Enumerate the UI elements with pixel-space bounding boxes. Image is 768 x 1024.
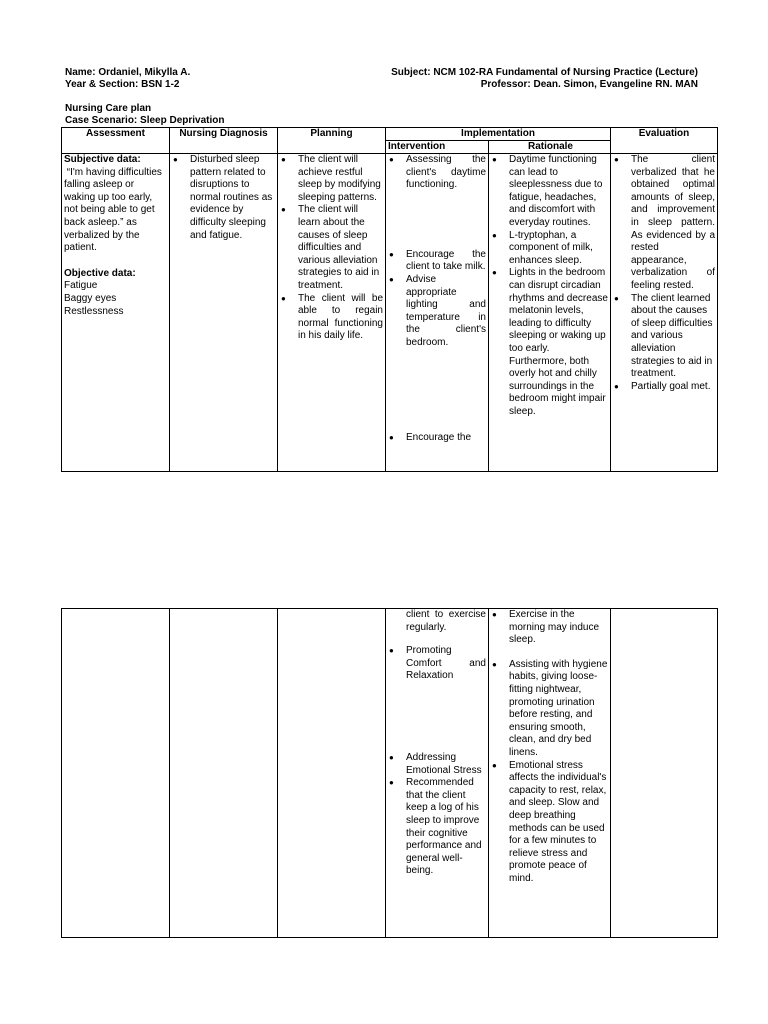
diagnosis-cell-continued xyxy=(170,609,278,938)
evaluation-cell-continued xyxy=(611,609,718,938)
diagnosis-item: ● Disturbed sleep pattern related to disruptions to normal routines as evidence by difficulty sleeping and fatigue. xyxy=(172,154,275,242)
evaluation-item: ● The client learned about the causes of sleep difficulties and various alleviation strategies to aid in treatment. xyxy=(613,293,715,381)
care-plan-table-page-2 xyxy=(61,608,718,938)
planning-cell xyxy=(278,154,386,472)
assessment-cell-continued xyxy=(62,609,170,938)
intervention-cell-continued xyxy=(386,609,489,938)
diagnosis-header: Nursing Diagnosis xyxy=(170,128,278,154)
intervention-item: ● Encourage the client to take milk. xyxy=(388,249,486,274)
objective-item: Restlessness xyxy=(64,305,124,317)
subjective-data-label: Subjective data: xyxy=(64,154,141,165)
rationale-item: ● Lights in the bedroom can disrupt circadian rhythms and decrease melatonin levels, leading to difficulty sleeping or waking up too early. Furthermore, both overly hot and chilly surroundings in the bedroom might impair sleep. xyxy=(491,267,608,418)
intervention-item: ● Recommended that the client keep a log of his sleep to improve their cognitive performance and general well-being. xyxy=(388,777,486,878)
planning-cell-continued xyxy=(278,609,386,938)
intervention-cell xyxy=(386,154,489,472)
intervention-item: ● Assessing the client's daytime functioning. xyxy=(388,154,486,192)
document-type: Nursing Care plan xyxy=(65,103,152,114)
assessment-cell xyxy=(62,154,170,472)
case-scenario: Case Scenario: Sleep Deprivation xyxy=(65,115,225,126)
intervention-item: ● Advise appropriate lighting and temperature in the client's bedroom. xyxy=(388,274,486,350)
subjective-data-text: “I'm having difficulties falling asleep or waking up too early, not being able to get back asleep.” as verbalized by the patient. xyxy=(64,166,165,254)
rationale-item: ● Exercise in the morning may induce sleep. xyxy=(491,609,608,647)
subject-line: Subject: NCM 102-RA Fundamental of Nursing Practice (Lecture) xyxy=(391,67,698,78)
diagnosis-cell xyxy=(170,154,278,472)
intervention-continuation: client to exercise regularly. xyxy=(406,609,486,633)
evaluation-item: ● Partially goal met. xyxy=(613,381,715,394)
planning-header: Planning xyxy=(278,128,386,154)
assessment-header: Assessment xyxy=(62,128,170,154)
rationale-cell xyxy=(489,154,611,472)
intervention-item: ● Encourage the xyxy=(388,432,486,445)
student-name: Name: Ordaniel, Mikylla A. xyxy=(65,67,191,78)
planning-item: ● The client will be able to regain normal functioning in his daily life. xyxy=(280,293,383,343)
objective-item: Baggy eyes xyxy=(64,292,117,304)
rationale-header: Rationale xyxy=(489,141,611,154)
planning-item: ● The client will learn about the causes of sleep difficulties and various alleviation strategies to aid in treatment. xyxy=(280,204,383,292)
professor-line: Professor: Dean. Simon, Evangeline RN. MAN xyxy=(480,79,698,90)
intervention-item: ● Addressing Emotional Stress xyxy=(388,752,486,777)
evaluation-header: Evaluation xyxy=(611,128,718,154)
intervention-header: Intervention xyxy=(386,141,489,154)
rationale-item: ● Daytime functioning can lead to sleeplessness due to fatigue, headaches, and discomfort with everyday routines. xyxy=(491,154,608,230)
evaluation-cell xyxy=(611,154,718,472)
objective-data-label: Objective data: xyxy=(64,267,136,279)
year-section: Year & Section: BSN 1-2 xyxy=(65,79,180,90)
intervention-item: ● Promoting Comfort and Relaxation xyxy=(388,645,486,683)
rationale-cell-continued xyxy=(489,609,611,938)
rationale-item: ● Emotional stress affects the individual's capacity to rest, relax, and sleep. Slow and deep breathing methods can be used for a few minutes to relieve stress and promote peace of mind. xyxy=(491,760,608,886)
rationale-item: ● Assisting with hygiene habits, giving loose-fitting nightwear, promoting urination before resting, and ensuring smooth, clean, and dry bed linens. xyxy=(491,659,608,760)
planning-item: ● The client will achieve restful sleep by modifying sleeping patterns. xyxy=(280,154,383,204)
evaluation-item: ● The client verbalized that he obtained optimal amounts of sleep, and improvement in sleep pattern. As evidenced by a rested appearance, verbalization of feeling rested. xyxy=(613,154,715,293)
care-plan-table-page-1 xyxy=(61,127,718,472)
implementation-header: Implementation xyxy=(386,128,611,141)
objective-item: Fatigue xyxy=(64,280,98,292)
rationale-item: ● L-tryptophan, a component of milk, enhances sleep. xyxy=(491,230,608,268)
